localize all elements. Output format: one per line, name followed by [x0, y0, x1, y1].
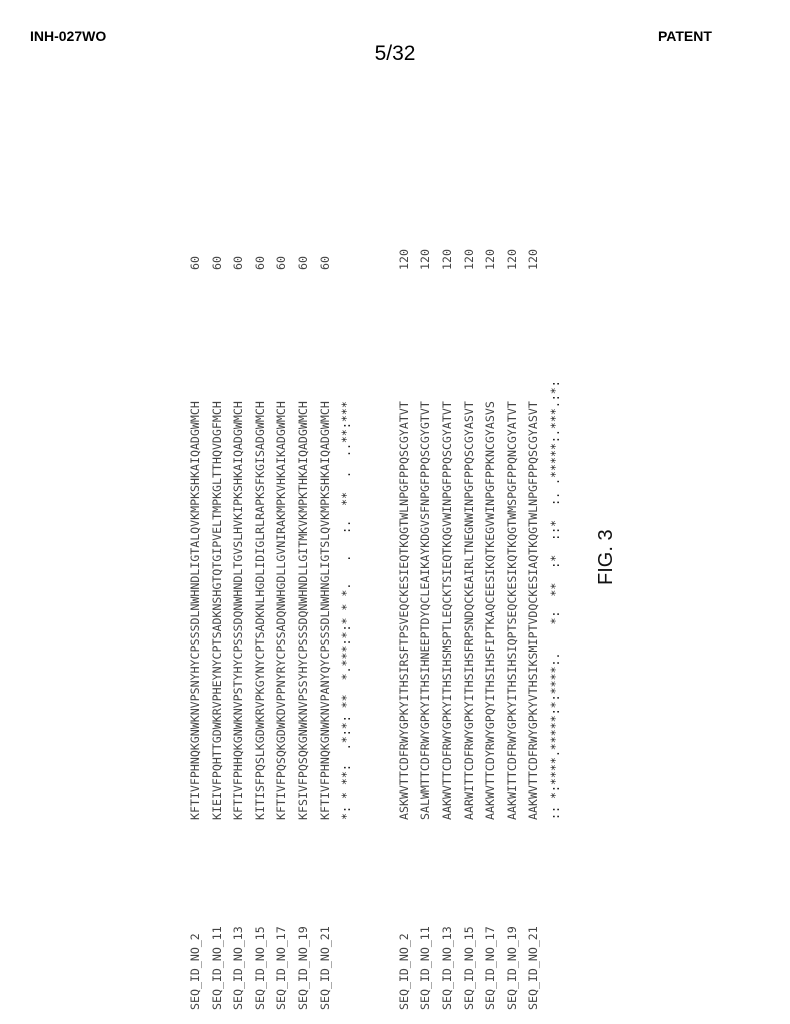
alignment-row	[415, 90, 437, 1010]
sequence-residues: KFTIVFPQSQKGDWKDVPPNYRYCPSSADQNWHGDLLGVNIRAKMPKVHKAIKADGWMCH	[274, 401, 289, 820]
sequence-position: 120	[439, 249, 454, 270]
sequence-name: SEQ_ID_NO_2	[188, 933, 202, 1010]
sequence-name: SEQ_ID_NO_21	[526, 926, 541, 1010]
sequence-position: 60	[295, 256, 310, 270]
sequence-residues: AARWITTCDFRWYGPKYITHSIHSFRPSNDQCKEAIRLTNEGNWINPGFPPQSCGYASVT	[461, 401, 476, 820]
sequence-position: 60	[317, 256, 332, 270]
sequence-position: 60	[274, 256, 289, 270]
sequence-name: SEQ_ID_NO_15	[252, 926, 267, 1010]
sequence-position: 60	[231, 256, 246, 270]
consensus-symbols: *: * **: .*:*: ** *.***:*:* * *. . :. ** . ..**:***	[339, 401, 354, 820]
sequence-name: SEQ_ID_NO_2	[396, 933, 411, 1010]
sequence-position: 120	[483, 249, 498, 270]
sequence-name: SEQ_ID_NO_13	[231, 926, 246, 1010]
consensus-row	[336, 90, 358, 1010]
alignment-block-1	[185, 90, 358, 1010]
alignment-row	[293, 90, 315, 1010]
document-type-label: PATENT	[658, 28, 712, 44]
sequence-position: 60	[252, 256, 267, 270]
alignment-row	[185, 90, 207, 1010]
sequence-residues: ASKWVTTCDFRWYGPKYITHSIRSFTPSVEQCKESIEQTKQGTWLNPGFPPQSCGYATVT	[396, 401, 411, 820]
document-id: INH-027WO	[30, 28, 107, 44]
sequence-residues: KIEIVFPQHTTGDWKRVPHEYNYCPTSADKNSHGTQTGIPVELTMPKGLTTHQVDGFMCH	[209, 401, 224, 820]
sequence-residues: AAKWVTTCDFRWYGPKYVTHSIKSMIPTVDQCKESIAQTKQGTWLNPGFPPQSCGYASVT	[526, 401, 541, 820]
sequence-position: 120	[418, 249, 433, 270]
sheet-number: 5/32	[374, 42, 416, 65]
sequence-residues: AAKWVTTCDFRWYGPKYITHSIHSMSPTLEQCKTSIEQTKQGVWINPGFPPQSCGYATVT	[439, 401, 454, 820]
alignment-row	[437, 90, 459, 1010]
sequence-residues: AAKWVTTCDYRWYGPQYITHSIHSFIPTKAQCEESIKQTKEGVWINPGFPPKNCGYASVS	[483, 401, 498, 820]
consensus-symbols: :: *:****.*****:*:****:. *: ** :* ::* :. .*****:.***.:*:	[547, 380, 562, 820]
consensus-row	[545, 90, 567, 1010]
alignment-row	[315, 90, 337, 1010]
sequence-name: SEQ_ID_NO_19	[295, 926, 310, 1010]
sequence-alignment	[185, 90, 567, 1010]
sequence-position: 60	[209, 256, 224, 270]
alignment-block-2	[394, 90, 567, 1010]
alignment-row	[394, 90, 416, 1010]
sequence-position: 120	[396, 249, 411, 270]
figure-label: FIG. 3	[595, 529, 617, 585]
alignment-row	[502, 90, 524, 1010]
sequence-position: 120	[526, 249, 541, 270]
sequence-residues: KITISFPQSLKGDWKRVPKGYNYCPTSADKNLHGDLIDIGLRLRAPKSFKGISADGWMCH	[252, 401, 267, 820]
alignment-row	[480, 90, 502, 1010]
sequence-name: SEQ_ID_NO_13	[439, 926, 454, 1010]
sequence-residues: SALWMTTCDFRWYGPKYITHSIHNEEPTDYQCLEAIKAYKDGVSFNPGFPPQSCGYGTVT	[418, 401, 433, 820]
sequence-name: SEQ_ID_NO_19	[504, 926, 519, 1010]
sequence-residues: KFSIVFPQSQKGNWKNVPSSYHYCPSSSDQNWHNDLLGITMKVKMPKTHKAIQADGWMCH	[295, 401, 310, 820]
sequence-name: SEQ_ID_NO_17	[483, 926, 498, 1010]
sequence-name: SEQ_ID_NO_15	[461, 926, 476, 1010]
sequence-position: 60	[188, 256, 202, 270]
alignment-row	[523, 90, 545, 1010]
alignment-row	[207, 90, 229, 1010]
sequence-name: SEQ_ID_NO_21	[317, 926, 332, 1010]
sequence-residues: AAKWITTCDFRWYGPKYITHSIHSIQPTSEQCKESIKQTKQGTWMSPGFPPQNCGYATVT	[504, 401, 519, 820]
sequence-position: 120	[504, 249, 519, 270]
sequence-residues: KFTIVFPHHQKGNWKNVPSTYHYCPSSSDQNWHNDLTGVSLHVKIPKSHKAIQADGWMCH	[231, 401, 246, 820]
sequence-name: SEQ_ID_NO_11	[209, 926, 224, 1010]
sequence-residues: KFTIVFPHNQKGNWKNVPANYQYCPSSSDLNWHNGLIGTSLQVKMPKSHKAIQADGWMCH	[317, 401, 332, 820]
sequence-position: 120	[461, 249, 476, 270]
sequence-name: SEQ_ID_NO_17	[274, 926, 289, 1010]
alignment-row	[271, 90, 293, 1010]
alignment-row	[459, 90, 481, 1010]
sequence-name: SEQ_ID_NO_11	[418, 926, 433, 1010]
sequence-residues: KFTIVFPHNQKGNWKNVPSNYHYCPSSSDLNWHNDLIGTALQVKMPKSHKAIQADGWMCH	[188, 401, 202, 820]
alignment-row	[228, 90, 250, 1010]
alignment-row	[250, 90, 272, 1010]
